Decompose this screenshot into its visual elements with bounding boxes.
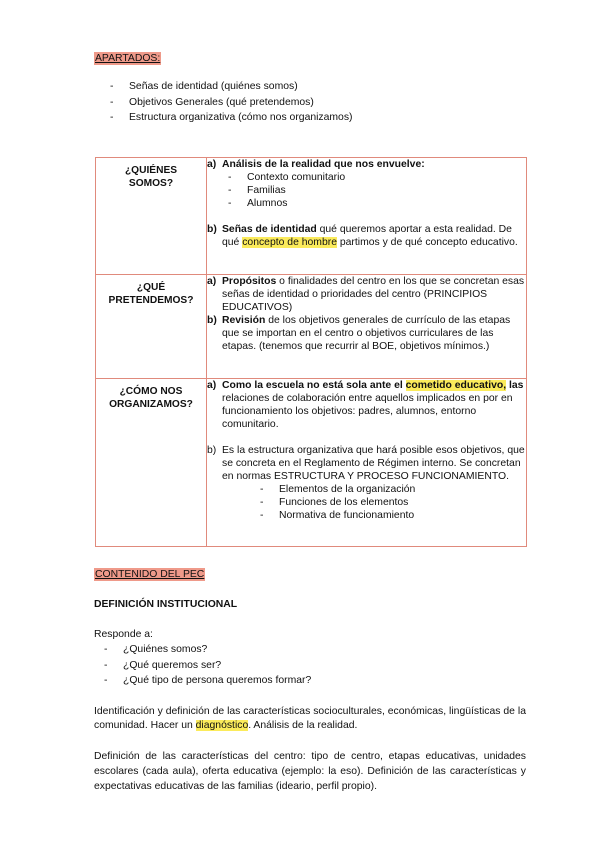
pec-table	[95, 157, 527, 547]
list-item: - Funciones de los elementos	[260, 496, 526, 509]
list-item: - Estructura organizativa (cómo nos organizamos)	[110, 110, 353, 126]
item-letter: b)	[207, 315, 217, 326]
table-row	[96, 158, 527, 275]
answer-cell	[207, 379, 527, 547]
item-letter: b)	[207, 445, 217, 456]
item-text: relaciones de colaboración entre aquellos implicados en por en funcionamiento los objetivos: padres, alumnos, entorno comunitario.	[222, 393, 513, 430]
answer-cell	[207, 158, 527, 275]
questions-list	[104, 642, 311, 689]
item-letter: a)	[207, 159, 217, 170]
list-item: - Alumnos	[228, 197, 526, 210]
item-title: Como la escuela no está sola ante el	[222, 380, 406, 391]
item-title: Análisis de la realidad que nos envuelve:	[222, 159, 425, 170]
item-title: Señas de identidad	[222, 224, 317, 235]
paragraph	[94, 705, 526, 733]
highlighted-text: diagnóstico	[195, 720, 249, 731]
question-cell: ¿QUIÉNES SOMOS?	[124, 165, 178, 189]
sub-list	[222, 483, 526, 522]
item-text: o finalidades del centro en los que se concretan esas señas de identidad o prioridades del centro (PRINCIPIOS EDUCATIVOS)	[222, 276, 525, 313]
question-cell: ¿QUÉ PRETENDEMOS?	[108, 282, 194, 306]
paragraph: Definición de las características del centro: tipo de centro, etapas educativas, unidades escolares (cada aula), oferta educativa (ejemplo: la eso). Definición de las características y expectativas educativas de las familias (ideario, perfil propio).	[94, 751, 526, 792]
list-item: - ¿Quiénes somos?	[104, 642, 311, 658]
item-letter: a)	[207, 380, 217, 391]
item-text: Es la estructura organizativa que hará posible esos objetivos, que se concreta en el Reglamento de Régimen interno. Se concretan en normas ESTRUCTURA Y PROCESO FUNCIONAMIENTO.	[222, 445, 525, 482]
list-item: - Familias	[228, 184, 526, 197]
question-cell: ¿CÓMO NOS ORGANIZAMOS?	[109, 386, 193, 410]
highlighted-text: concepto de hombre	[242, 237, 337, 248]
item-letter: a)	[207, 276, 217, 287]
item-text: partimos y de qué concepto educativo.	[336, 237, 518, 248]
apartados-heading: APARTADOS:	[95, 53, 161, 64]
list-item: - Elementos de la organización	[260, 483, 526, 496]
list-item: - ¿Qué tipo de persona queremos formar?	[104, 673, 311, 689]
item-text: de los objetivos generales de currículo de las etapas que se importan en el centro o objetivos curriculares de las etapas. (tenemos que recurrir al BOE, objetivos mínimos.)	[222, 315, 511, 352]
responde-label: Responde a:	[94, 629, 153, 640]
item-title: Revisión	[222, 315, 266, 326]
apartados-list	[110, 79, 353, 126]
paragraph-text: . Análisis de la realidad.	[248, 720, 358, 731]
list-item: - Objetivos Generales (qué pretendemos)	[110, 95, 353, 111]
highlighted-text: cometido educativo,	[405, 380, 507, 391]
list-item: - ¿Qué queremos ser?	[104, 658, 311, 674]
paragraph-text: Identificación y definición de las características socioculturales, económicas, lingüísticas de la comunidad. Hacer un	[94, 706, 526, 731]
table-row	[96, 379, 527, 547]
sub-list	[222, 171, 526, 210]
section-subtitle: DEFINICIÓN INSTITUCIONAL	[94, 599, 238, 610]
item-title: las	[506, 380, 524, 391]
table-row	[96, 275, 527, 379]
item-text: qué queremos aportar a esta realidad. De qué	[222, 224, 512, 248]
list-item: - Normativa de funcionamiento	[260, 509, 526, 522]
list-item: - Contexto comunitario	[228, 171, 526, 184]
contenido-heading: CONTENIDO DEL PEC	[95, 569, 205, 580]
answer-cell	[207, 275, 527, 379]
item-letter: b)	[207, 224, 217, 235]
list-item: - Señas de identidad (quiénes somos)	[110, 79, 353, 95]
item-title: Propósitos	[222, 276, 277, 287]
